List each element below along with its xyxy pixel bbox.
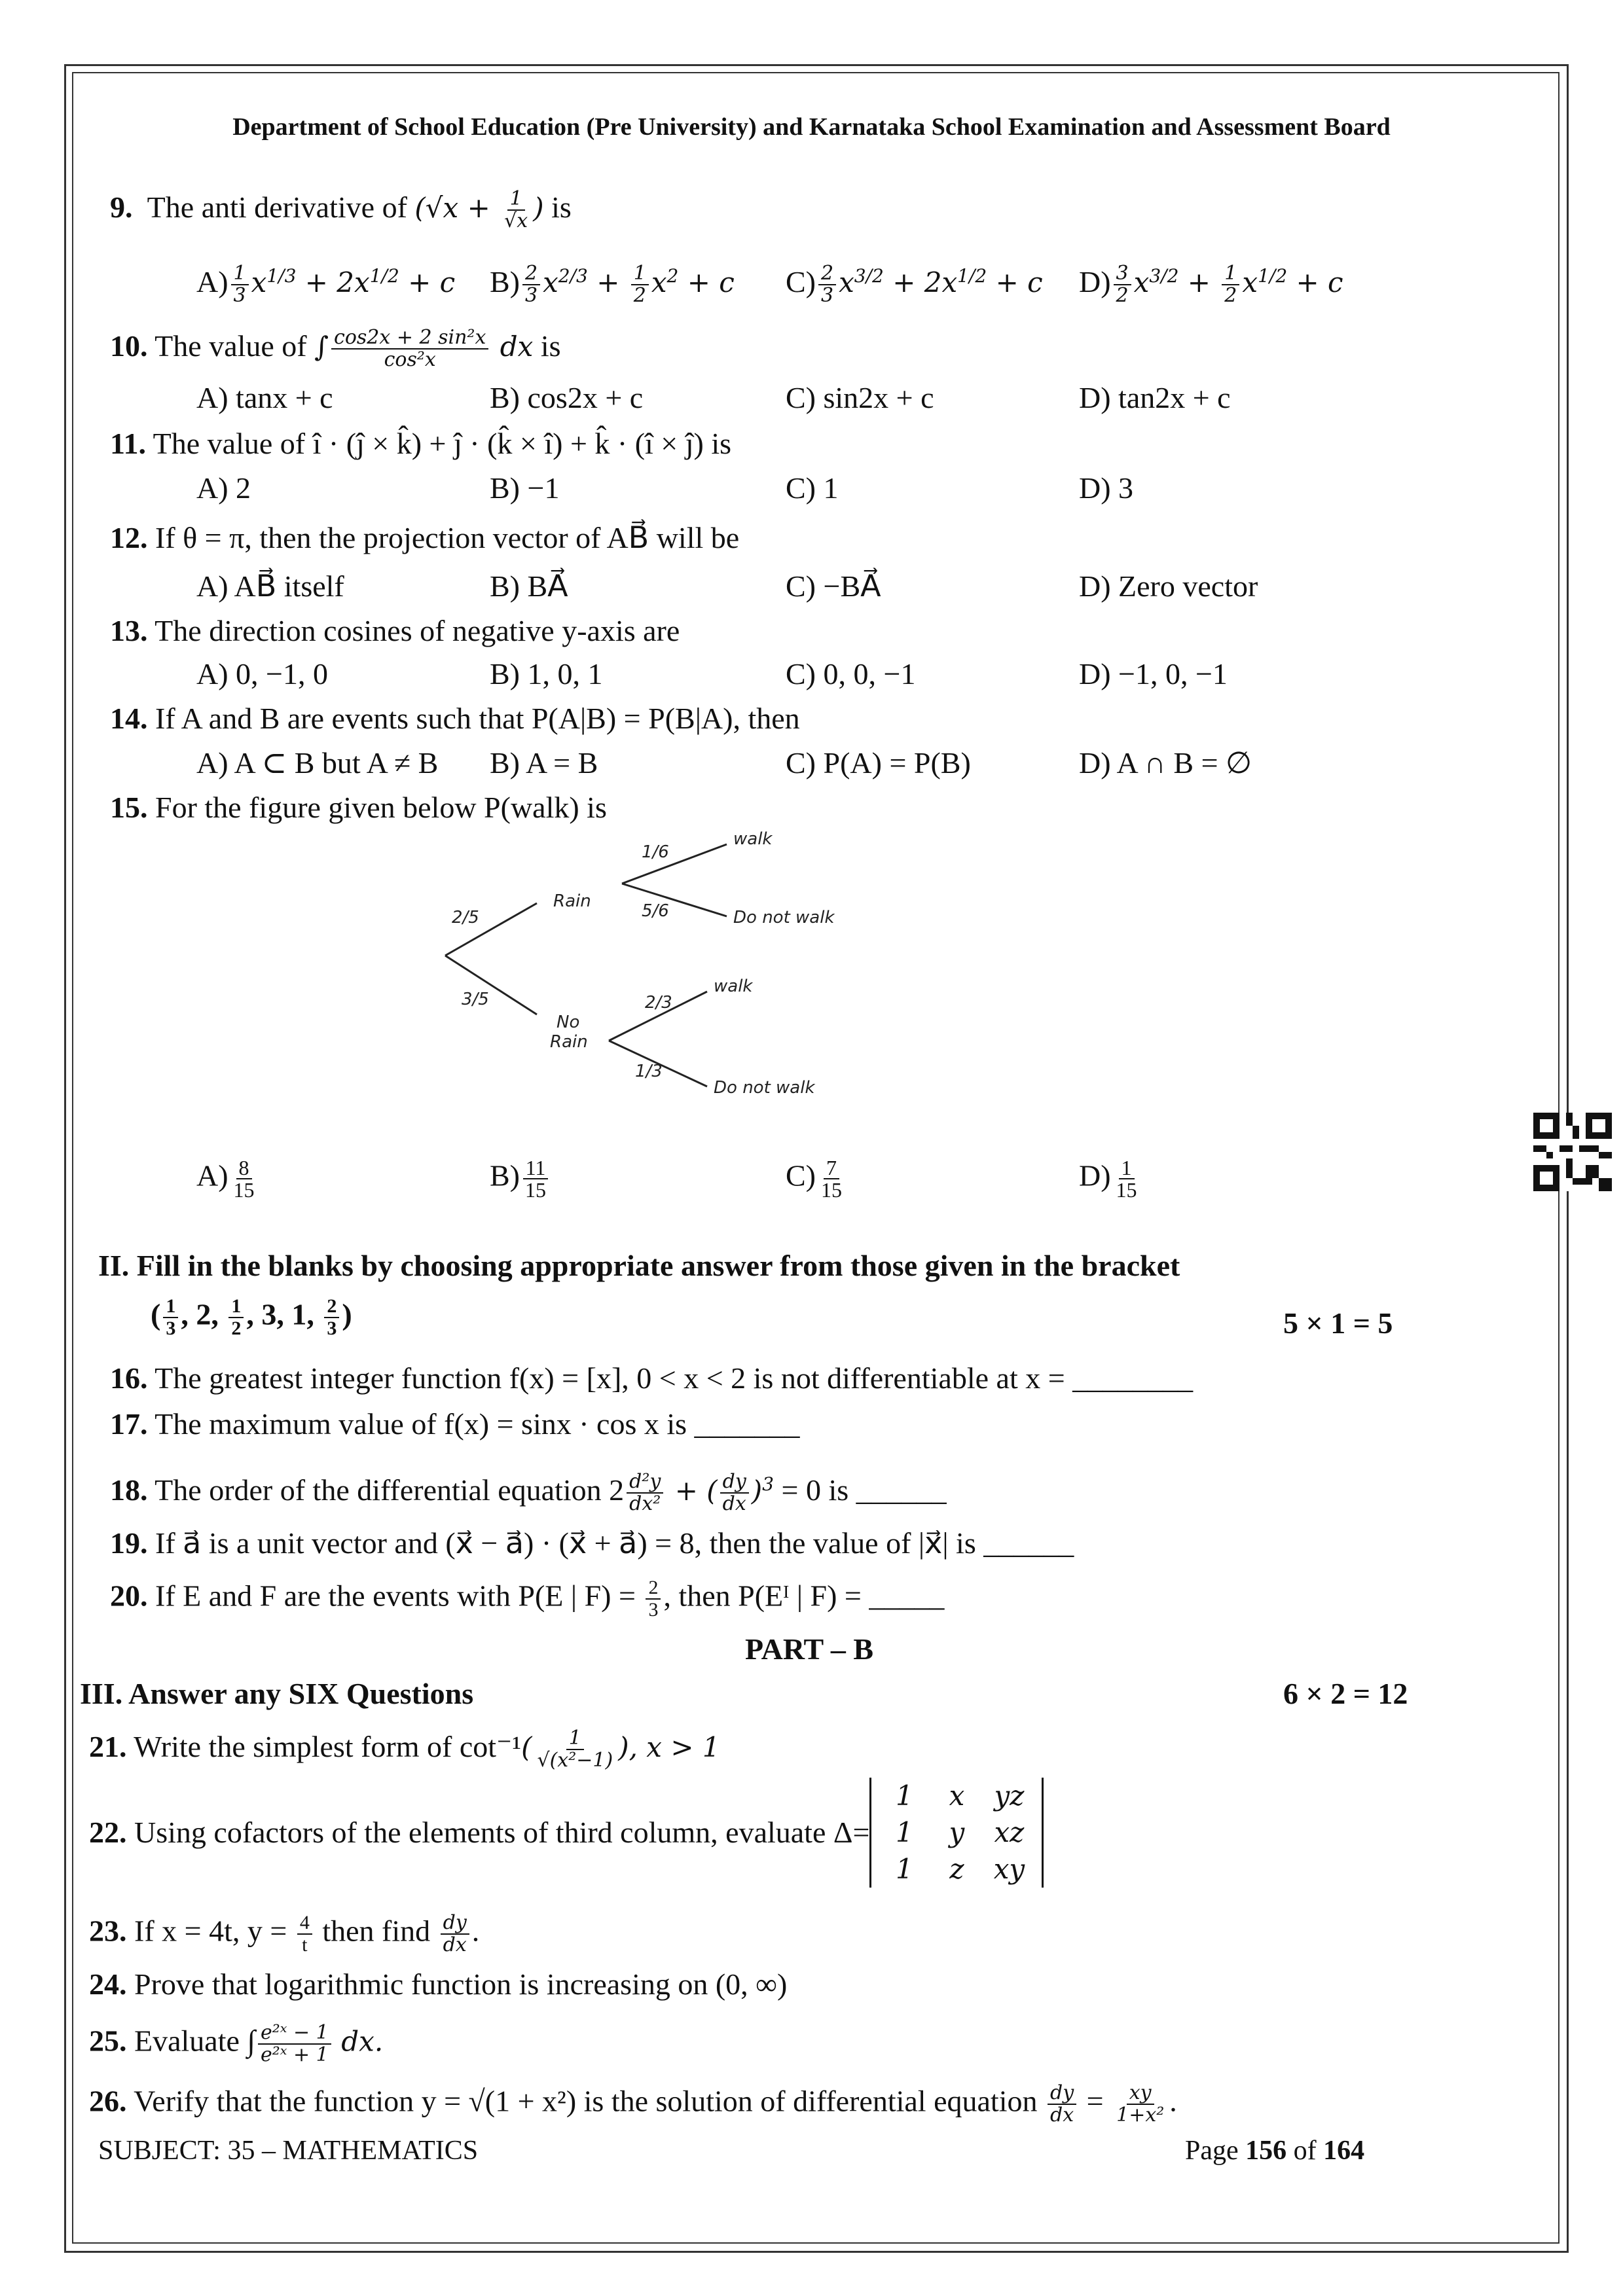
question-14 (110, 700, 800, 737)
label-walk-2: walk (714, 977, 753, 996)
q-text: The value of î · (ĵ × k̂) + ĵ · (k̂ × î) + k̂ · (î × ĵ) is (153, 427, 732, 460)
q-num: 11. (110, 427, 146, 460)
label-notwalk-2: Do not walk (714, 1078, 815, 1098)
question-10 (110, 327, 561, 370)
q-text: The direction cosines of negative y-axis are (155, 614, 680, 647)
label-p-norain: 3/5 (462, 990, 489, 1009)
option-b: B) cos2x + c (490, 381, 644, 414)
option-c: C) sin2x + c (786, 381, 934, 414)
section-3-marks: 6 × 2 = 12 (1283, 1677, 1408, 1710)
option-c: C) P(A) = P(B) (786, 746, 971, 780)
q-num: 12. (110, 521, 148, 554)
option-c: C) −BA⃗ (786, 569, 881, 603)
label-notwalk-1: Do not walk (733, 908, 835, 927)
option-d: D) tan2x + c (1079, 381, 1231, 414)
label-no: No (556, 1013, 580, 1032)
label-p-rain: 2/5 (452, 908, 479, 927)
q-text: For the figure given below P(walk) is (155, 791, 607, 824)
q-num: 13. (110, 614, 148, 647)
question-18: 18. The order of the differential equation 2 $\frac{\text{d²y}}{\text{dx²}}$ + ( $\frac{dy}{dx}$ )$^3$ = 0 is ______ (110, 1470, 947, 1515)
option-c: C) $\frac{2}{3}$ $x^{3/2} + 2x^{1/2} + c$ (786, 262, 1043, 307)
label-p-rw: 1/6 (642, 842, 669, 862)
question-21: 21. Write the simplest form of cot⁻¹( $\frac{1}{\text{√(x²−1)}}$ ), x > 1 (89, 1727, 720, 1772)
fill-in-options: ( $\frac{1}{3}$ , 2, $\frac{1}{2}$ , 3, 1, $\frac{2}{3}$ ) (151, 1295, 352, 1339)
q-num: 15. (110, 791, 148, 824)
q-text: If A and B are events such that P(A|B) = P(B|A), then (155, 702, 800, 735)
q-text: The anti derivative of (147, 190, 407, 224)
option-a: A) $\frac{1}{3}$ $x^{1/3} + 2x^{1/2} + c$ (196, 262, 456, 307)
question-26: 26. Verify that the function y = √(1 + x²) is the solution of differential equation $\frac{dy}{dx}$ = $\frac{xy}{\text{1+x²}}$ . (89, 2081, 1177, 2126)
section-2-title: II. Fill in the blanks by choosing appropriate answer from those given in the bracket (98, 1249, 1180, 1282)
q-num: 10. (110, 329, 148, 363)
footer-page: Page 156 of 164 (1185, 2136, 1365, 2166)
option-d: D) $\frac{1}{15}$ (1079, 1156, 1137, 1202)
question-17: 17. The maximum value of f(x) = sinx · cos x is _______ (110, 1407, 800, 1441)
determinant: 1 x yz 1 y xz 1 z xy (869, 1778, 1044, 1888)
option-b: B) −1 (490, 471, 560, 505)
question-25: 25. Evaluate ∫ $\frac{\text{e²ˣ − 1}}{\text{e²ˣ + 1}}$ dx. (89, 2021, 384, 2066)
question-19: 19. If a⃗ is a unit vector and (x⃗ − a⃗) · (x⃗ + a⃗) = 8, then the value of |x⃗| is ______ (110, 1526, 1074, 1560)
question-15 (110, 789, 607, 826)
branch-rain-walk (622, 844, 727, 884)
label-p-nw: 2/3 (645, 993, 672, 1013)
question-23: 23. If x = 4t, y = $\frac{4}{t}$ then find $\frac{dy}{dx}$ . (89, 1911, 480, 1956)
q-tail: is (551, 190, 572, 224)
question-20: 20. If E and F are the events with P(E | F) = $\frac{2}{3}$ , then P(Eᴵ | F) = _____ (110, 1577, 945, 1621)
math-expr: (√x + $\frac{1}{√x}$ ) (414, 187, 544, 232)
q-tail: is (540, 329, 561, 363)
option-a: A) 2 (196, 471, 251, 505)
question-9 (110, 188, 572, 232)
option-a: A) A ⊂ B but A ≠ B (196, 746, 439, 780)
q-text: If θ = π, then the projection vector of AB⃗ will be (155, 521, 740, 554)
math-expr: ∫ $\frac{\text{cos2x + 2 sin²x}}{\text{cos²x}}$ dx (314, 326, 534, 371)
option-a: A) AB⃗ itself (196, 569, 344, 603)
question-16: 16. The greatest integer function f(x) = [x], 0 < x < 2 is not differentiable at x = ________ (110, 1361, 1194, 1395)
question-22: 22. Using cofactors of the elements of third column, evaluate Δ= 1 x yz 1 y xz 1 z xy (89, 1774, 1044, 1892)
option-b: B) BA⃗ (490, 569, 568, 603)
q-text: The value of (155, 329, 307, 363)
option-d: D) A ∩ B = ∅ (1079, 746, 1252, 780)
q-num: 14. (110, 702, 148, 735)
option-a: A) 0, −1, 0 (196, 657, 328, 691)
footer-subject: SUBJECT: 35 – MATHEMATICS (98, 2136, 479, 2166)
branch-rain-notwalk (622, 884, 727, 916)
label-rain-2: Rain (550, 1032, 588, 1052)
option-c: C) 0, 0, −1 (786, 657, 916, 691)
option-c: C) $\frac{7}{15}$ (786, 1156, 842, 1202)
question-24: 24. Prove that logarithmic function is increasing on (0, ∞) (89, 1967, 788, 2001)
page-header: Department of School Education (Pre University) and Karnataka School Examination and Assessment Board (232, 113, 1391, 141)
part-b-heading: PART – B (745, 1632, 874, 1666)
option-a: A) tanx + c (196, 381, 333, 414)
question-12 (110, 520, 739, 556)
question-13 (110, 613, 680, 649)
qr-code-icon (1533, 1113, 1612, 1191)
label-p-rnw: 5/6 (642, 901, 669, 921)
option-b: B) A = B (490, 746, 598, 780)
option-b: B) 1, 0, 1 (490, 657, 603, 691)
option-d: D) −1, 0, −1 (1079, 657, 1228, 691)
section-3-title: III. Answer any SIX Questions (80, 1677, 474, 1710)
option-c: C) 1 (786, 471, 839, 505)
label-p-nnw: 1/3 (635, 1062, 663, 1081)
option-b: B) $\frac{2}{3}$ $x^{2/3}$ + $\frac{1}{2}$ $x^2 + c$ (490, 262, 735, 307)
option-d: D) 3 (1079, 471, 1134, 505)
probability-tree-diagram (432, 825, 890, 1113)
label-rain: Rain (553, 891, 591, 911)
section-2-marks: 5 × 1 = 5 (1283, 1306, 1393, 1340)
option-b: B) $\frac{11}{15}$ (490, 1157, 551, 1200)
branch-no-rain (445, 956, 537, 1014)
option-d: D) $\frac{3}{2}$ $x^{3/2}$ + $\frac{1}{2}$ $x^{1/2} + c$ (1079, 262, 1343, 307)
option-d: D) Zero vector (1079, 569, 1258, 603)
q-num: 9. (110, 190, 133, 224)
option-a: A) $\frac{8}{15}$ (196, 1156, 255, 1202)
question-11 (110, 425, 731, 462)
label-walk-1: walk (733, 829, 773, 849)
